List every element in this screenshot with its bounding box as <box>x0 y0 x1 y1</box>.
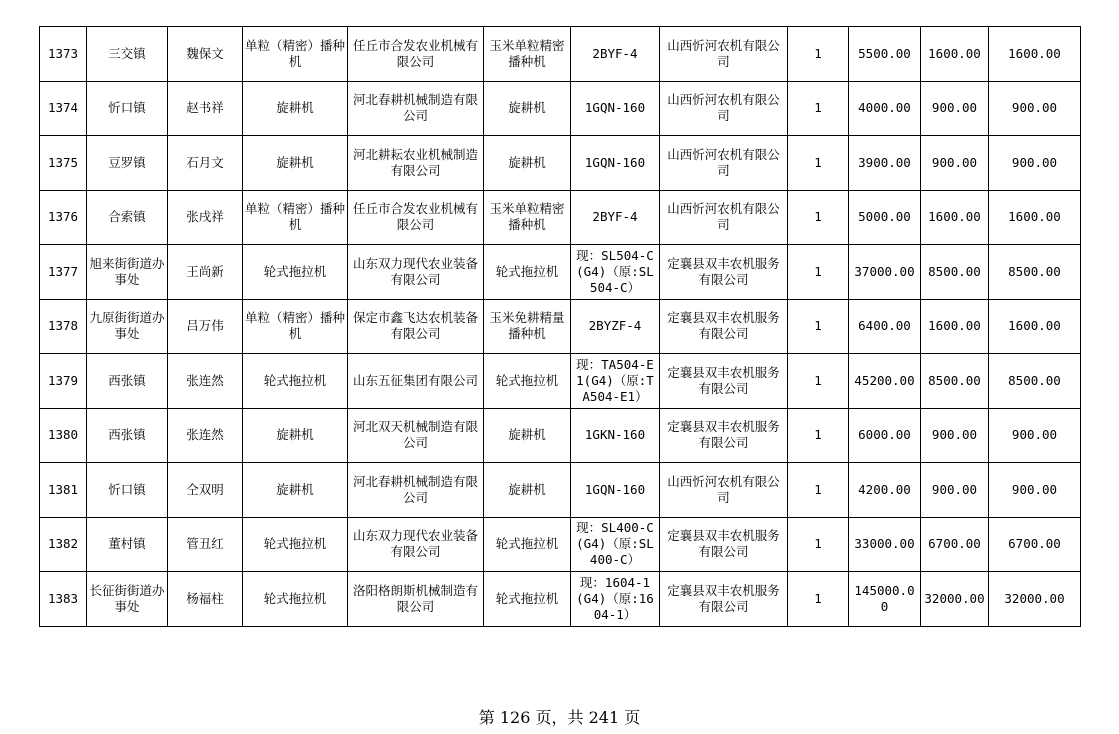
cell-subsidy: 900.00 <box>921 136 989 191</box>
cell-subsidy-total: 900.00 <box>989 136 1081 191</box>
cell-machine-category: 旋耕机 <box>243 408 348 463</box>
model-text: 2BYZF-4 <box>588 318 642 334</box>
cell-manufacturer: 河北耕耘农业机械制造有限公司 <box>348 136 484 191</box>
cell-manufacturer: 山东五征集团有限公司 <box>348 354 484 409</box>
cell-number: 1373 <box>40 27 87 82</box>
cell-model <box>571 354 660 409</box>
cell-dealer: 山西忻河农机有限公司 <box>660 81 788 136</box>
cell-product-name: 旋耕机 <box>484 463 571 518</box>
cell-manufacturer: 河北春耕机械制造有限公司 <box>348 81 484 136</box>
model-text: 1GQN-160 <box>584 100 646 116</box>
model-text: 1GKN-160 <box>584 427 646 443</box>
cell-model <box>571 408 660 463</box>
cell-quantity: 1 <box>788 136 849 191</box>
cell-manufacturer: 洛阳格朗斯机械制造有限公司 <box>348 572 484 627</box>
cell-number: 1378 <box>40 299 87 354</box>
cell-dealer: 定襄县双丰农机服务有限公司 <box>660 517 788 572</box>
cell-subsidy: 1600.00 <box>921 190 989 245</box>
cell-price: 4000.00 <box>849 81 921 136</box>
cell-town: 豆罗镇 <box>87 136 168 191</box>
cell-quantity: 1 <box>788 572 849 627</box>
cell-subsidy-total: 8500.00 <box>989 245 1081 300</box>
cell-product-name: 轮式拖拉机 <box>484 245 571 300</box>
cell-dealer: 定襄县双丰农机服务有限公司 <box>660 572 788 627</box>
table-row <box>40 27 1081 82</box>
table-row <box>40 463 1081 518</box>
cell-quantity: 1 <box>788 517 849 572</box>
cell-dealer: 定襄县双丰农机服务有限公司 <box>660 354 788 409</box>
cell-manufacturer: 保定市鑫飞达农机装备有限公司 <box>348 299 484 354</box>
cell-buyer-name: 杨福柱 <box>168 572 243 627</box>
cell-subsidy-total: 900.00 <box>989 463 1081 518</box>
cell-subsidy-total: 6700.00 <box>989 517 1081 572</box>
cell-manufacturer: 山东双力现代农业装备有限公司 <box>348 517 484 572</box>
cell-town: 旭来街街道办事处 <box>87 245 168 300</box>
cell-price: 4200.00 <box>849 463 921 518</box>
table-row <box>40 517 1081 572</box>
cell-number: 1382 <box>40 517 87 572</box>
model-text: 2BYF-4 <box>592 209 638 225</box>
cell-quantity: 1 <box>788 81 849 136</box>
cell-model <box>571 572 660 627</box>
cell-price: 5000.00 <box>849 190 921 245</box>
cell-buyer-name: 石月文 <box>168 136 243 191</box>
cell-buyer-name: 王尚新 <box>168 245 243 300</box>
cell-machine-category: 轮式拖拉机 <box>243 517 348 572</box>
cell-subsidy-total: 1600.00 <box>989 299 1081 354</box>
cell-dealer: 山西忻河农机有限公司 <box>660 136 788 191</box>
cell-subsidy: 8500.00 <box>921 245 989 300</box>
cell-town: 长征街街道办事处 <box>87 572 168 627</box>
cell-subsidy: 6700.00 <box>921 517 989 572</box>
cell-subsidy: 900.00 <box>921 463 989 518</box>
cell-model <box>571 245 660 300</box>
cell-machine-category: 单粒（精密）播种机 <box>243 299 348 354</box>
cell-machine-category: 旋耕机 <box>243 136 348 191</box>
cell-price: 3900.00 <box>849 136 921 191</box>
cell-subsidy-total: 900.00 <box>989 81 1081 136</box>
cell-number: 1377 <box>40 245 87 300</box>
cell-manufacturer: 山东双力现代农业装备有限公司 <box>348 245 484 300</box>
cell-dealer: 定襄县双丰农机服务有限公司 <box>660 408 788 463</box>
cell-model <box>571 299 660 354</box>
cell-buyer-name: 张连然 <box>168 354 243 409</box>
cell-quantity: 1 <box>788 354 849 409</box>
cell-subsidy-total: 32000.00 <box>989 572 1081 627</box>
cell-manufacturer: 任丘市合发农业机械有限公司 <box>348 190 484 245</box>
table-body <box>40 27 1081 627</box>
cell-subsidy: 8500.00 <box>921 354 989 409</box>
cell-subsidy: 1600.00 <box>921 27 989 82</box>
cell-machine-category: 轮式拖拉机 <box>243 572 348 627</box>
cell-town: 董村镇 <box>87 517 168 572</box>
cell-number: 1383 <box>40 572 87 627</box>
cell-town: 忻口镇 <box>87 463 168 518</box>
cell-price: 45200.00 <box>849 354 921 409</box>
cell-machine-category: 轮式拖拉机 <box>243 354 348 409</box>
cell-buyer-name: 管丑红 <box>168 517 243 572</box>
cell-product-name: 旋耕机 <box>484 136 571 191</box>
cell-buyer-name: 张戌祥 <box>168 190 243 245</box>
cell-subsidy-total: 8500.00 <box>989 354 1081 409</box>
cell-price: 6000.00 <box>849 408 921 463</box>
cell-number: 1374 <box>40 81 87 136</box>
cell-product-name: 轮式拖拉机 <box>484 517 571 572</box>
cell-machine-category: 轮式拖拉机 <box>243 245 348 300</box>
cell-quantity: 1 <box>788 245 849 300</box>
cell-town: 忻口镇 <box>87 81 168 136</box>
table-row <box>40 408 1081 463</box>
cell-town: 三交镇 <box>87 27 168 82</box>
cell-model <box>571 136 660 191</box>
cell-quantity: 1 <box>788 190 849 245</box>
cell-buyer-name: 吕万伟 <box>168 299 243 354</box>
cell-price: 37000.00 <box>849 245 921 300</box>
cell-buyer-name: 仝双明 <box>168 463 243 518</box>
table-row <box>40 354 1081 409</box>
cell-buyer-name: 赵书祥 <box>168 81 243 136</box>
model-text: 2BYF-4 <box>592 45 638 61</box>
cell-dealer: 山西忻河农机有限公司 <box>660 190 788 245</box>
cell-subsidy: 1600.00 <box>921 299 989 354</box>
model-text: 1GQN-160 <box>584 154 646 170</box>
table-row <box>40 245 1081 300</box>
cell-price: 6400.00 <box>849 299 921 354</box>
cell-quantity: 1 <box>788 299 849 354</box>
cell-model <box>571 27 660 82</box>
cell-town: 西张镇 <box>87 408 168 463</box>
cell-number: 1375 <box>40 136 87 191</box>
table-row <box>40 190 1081 245</box>
table-row <box>40 81 1081 136</box>
cell-product-name: 轮式拖拉机 <box>484 572 571 627</box>
model-text: 现：TA504-E1(G4)（原:TA504-E1） <box>576 356 654 404</box>
cell-product-name: 旋耕机 <box>484 408 571 463</box>
cell-dealer: 定襄县双丰农机服务有限公司 <box>660 245 788 300</box>
cell-buyer-name: 张连然 <box>168 408 243 463</box>
table-row <box>40 136 1081 191</box>
cell-product-name: 玉米单粒精密播种机 <box>484 27 571 82</box>
model-text: 1GQN-160 <box>584 481 646 497</box>
model-text: 现：1604-1(G4)（原:1604-1） <box>576 574 654 622</box>
cell-manufacturer: 河北春耕机械制造有限公司 <box>348 463 484 518</box>
cell-dealer: 山西忻河农机有限公司 <box>660 27 788 82</box>
cell-manufacturer: 任丘市合发农业机械有限公司 <box>348 27 484 82</box>
table-row <box>40 299 1081 354</box>
table-row <box>40 572 1081 627</box>
cell-town: 西张镇 <box>87 354 168 409</box>
cell-model <box>571 81 660 136</box>
cell-price: 5500.00 <box>849 27 921 82</box>
cell-price: 33000.00 <box>849 517 921 572</box>
cell-model <box>571 190 660 245</box>
cell-machine-category: 单粒（精密）播种机 <box>243 27 348 82</box>
cell-quantity: 1 <box>788 27 849 82</box>
cell-quantity: 1 <box>788 408 849 463</box>
model-text: 现：SL400-C(G4)（原:SL400-C） <box>576 520 654 568</box>
model-text: 现：SL504-C(G4)（原:SL504-C） <box>576 247 654 295</box>
cell-model <box>571 517 660 572</box>
cell-subsidy: 32000.00 <box>921 572 989 627</box>
cell-machine-category: 旋耕机 <box>243 81 348 136</box>
cell-subsidy-total: 900.00 <box>989 408 1081 463</box>
cell-town: 合索镇 <box>87 190 168 245</box>
cell-subsidy: 900.00 <box>921 81 989 136</box>
cell-subsidy: 900.00 <box>921 408 989 463</box>
cell-number: 1381 <box>40 463 87 518</box>
cell-buyer-name: 魏保文 <box>168 27 243 82</box>
cell-town: 九原街街道办事处 <box>87 299 168 354</box>
cell-number: 1379 <box>40 354 87 409</box>
cell-product-name: 玉米单粒精密播种机 <box>484 190 571 245</box>
cell-number: 1376 <box>40 190 87 245</box>
cell-model <box>571 463 660 518</box>
page-number-footer: 第 126 页，共 241 页 <box>478 708 641 727</box>
cell-machine-category: 单粒（精密）播种机 <box>243 190 348 245</box>
cell-price: 145000.00 <box>849 572 921 627</box>
cell-machine-category: 旋耕机 <box>243 463 348 518</box>
cell-product-name: 旋耕机 <box>484 81 571 136</box>
cell-dealer: 定襄县双丰农机服务有限公司 <box>660 299 788 354</box>
cell-manufacturer: 河北双天机械制造有限公司 <box>348 408 484 463</box>
cell-quantity: 1 <box>788 463 849 518</box>
cell-product-name: 玉米免耕精量播种机 <box>484 299 571 354</box>
cell-number: 1380 <box>40 408 87 463</box>
cell-subsidy-total: 1600.00 <box>989 27 1081 82</box>
cell-subsidy-total: 1600.00 <box>989 190 1081 245</box>
cell-product-name: 轮式拖拉机 <box>484 354 571 409</box>
cell-dealer: 山西忻河农机有限公司 <box>660 463 788 518</box>
subsidy-table <box>39 26 1081 627</box>
